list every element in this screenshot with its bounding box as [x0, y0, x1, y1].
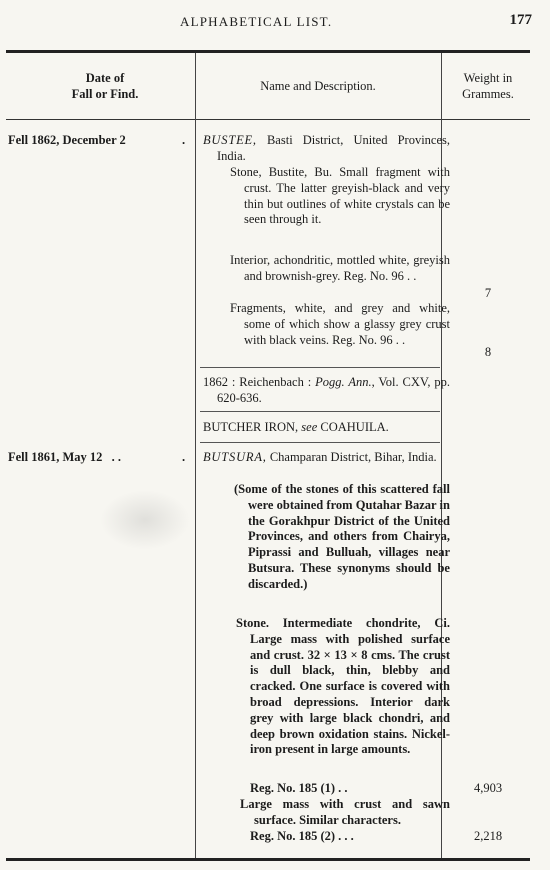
bustee-date-text: Fell 1862, December 2: [8, 133, 126, 147]
butsura-date-text: Fell 1861, May 12: [8, 450, 103, 464]
bustee-rule: [200, 367, 440, 368]
butsura-date-dots: . .: [111, 450, 121, 464]
bottom-rule: [6, 858, 530, 861]
bustee-date-dot: .: [182, 133, 186, 147]
butcher-text-suffix: COAHUILA.: [317, 420, 389, 434]
butsura-date: [8, 450, 121, 465]
column-header-date-line1: Date of: [85, 71, 125, 85]
bustee-weight-1: 7: [484, 286, 492, 300]
butsura-weight-1: 4,903: [473, 781, 503, 795]
butsura-reg-1: Reg. No. 185 (1) . .: [250, 781, 348, 795]
butsura-note: (Some of the stones of this scattered fall were obtained from Qutahar Bazar in the Gorakhpur District of the United Provinces, and others from Chairya, Piprassi and Bulluah, villages near Butsura. These synonyms should be discarded.): [234, 482, 450, 591]
butcher-rule: [200, 442, 440, 443]
bustee-interior-description: Interior, achondritic, mottled white, greyish and brownish-grey. Reg. No. 96 . .: [230, 253, 450, 283]
butcher-text-prefix: BUTCHER IRON,: [203, 420, 302, 434]
column-header-weight: [446, 70, 530, 102]
running-title: ALPHABETICAL LIST.: [180, 14, 333, 29]
page-stain: [100, 490, 190, 550]
page-number: 177: [509, 12, 532, 28]
bustee-heading: [203, 133, 450, 165]
bustee-location: Basti District, United Provinces, India.: [217, 133, 450, 163]
bustee-weight-2: 8: [484, 345, 492, 359]
header-rule: [6, 119, 530, 120]
bustee-stone-description: Stone, Bustite, Bu. Small fragment with crust. The latter greyish-black and very thin but outlines of white crystals can be seen through it.: [230, 165, 450, 227]
column-divider-left: [195, 53, 196, 858]
butsura-weight-2: 2,218: [473, 829, 503, 843]
butsura-stone-description: Stone. Intermediate chondrite, Ci. Large mass with polished surface and crust. 32 × 13 × 8 cms. The crust is dull black, thin, blebby and cracked. One surface is covered with broad depressions. Interior dark grey with large black chondri, and deep brown oxidation stains. Nickel-iron present in large amounts.: [236, 616, 450, 757]
bustee-date: [8, 133, 126, 148]
bustee-reference-suffix: , Vol. CXV, pp. 620-636.: [217, 375, 450, 405]
bustee-reference-prefix: 1862 : Reichenbach :: [203, 375, 316, 389]
column-header-weight-line1: Weight in: [463, 71, 513, 85]
bustee-fragments-description: Fragments, white, and grey and white, some of which show a glassy grey crust with black veins. Reg. No. 96 . .: [230, 301, 450, 347]
bustee-name: BUSTEE,: [203, 133, 257, 147]
bustee-reference: [203, 375, 450, 407]
running-head: [0, 12, 550, 34]
column-header-date-line2: Fall or Find.: [71, 87, 139, 101]
butsura-date-dot: .: [182, 450, 186, 464]
butcher-iron-crossref: [203, 420, 436, 436]
butsura-location: Champaran District, Bihar, India.: [269, 450, 437, 464]
reference-rule: [200, 411, 440, 412]
column-header-weight-line2: Grammes.: [462, 87, 514, 101]
top-rule: [6, 50, 530, 53]
butsura-reg-2: Reg. No. 185 (2) . . .: [250, 829, 354, 843]
butcher-see: see: [301, 420, 318, 434]
butsura-name: BUTSURA,: [203, 450, 267, 464]
butsura-heading: [203, 450, 450, 466]
column-header-name: Name and Description.: [260, 79, 376, 93]
butsura-second-mass: Large mass with crust and sawn surface. Similar characters.: [240, 797, 450, 827]
column-header-date: [40, 70, 170, 102]
bustee-reference-journal: Pogg. Ann.: [315, 375, 372, 389]
